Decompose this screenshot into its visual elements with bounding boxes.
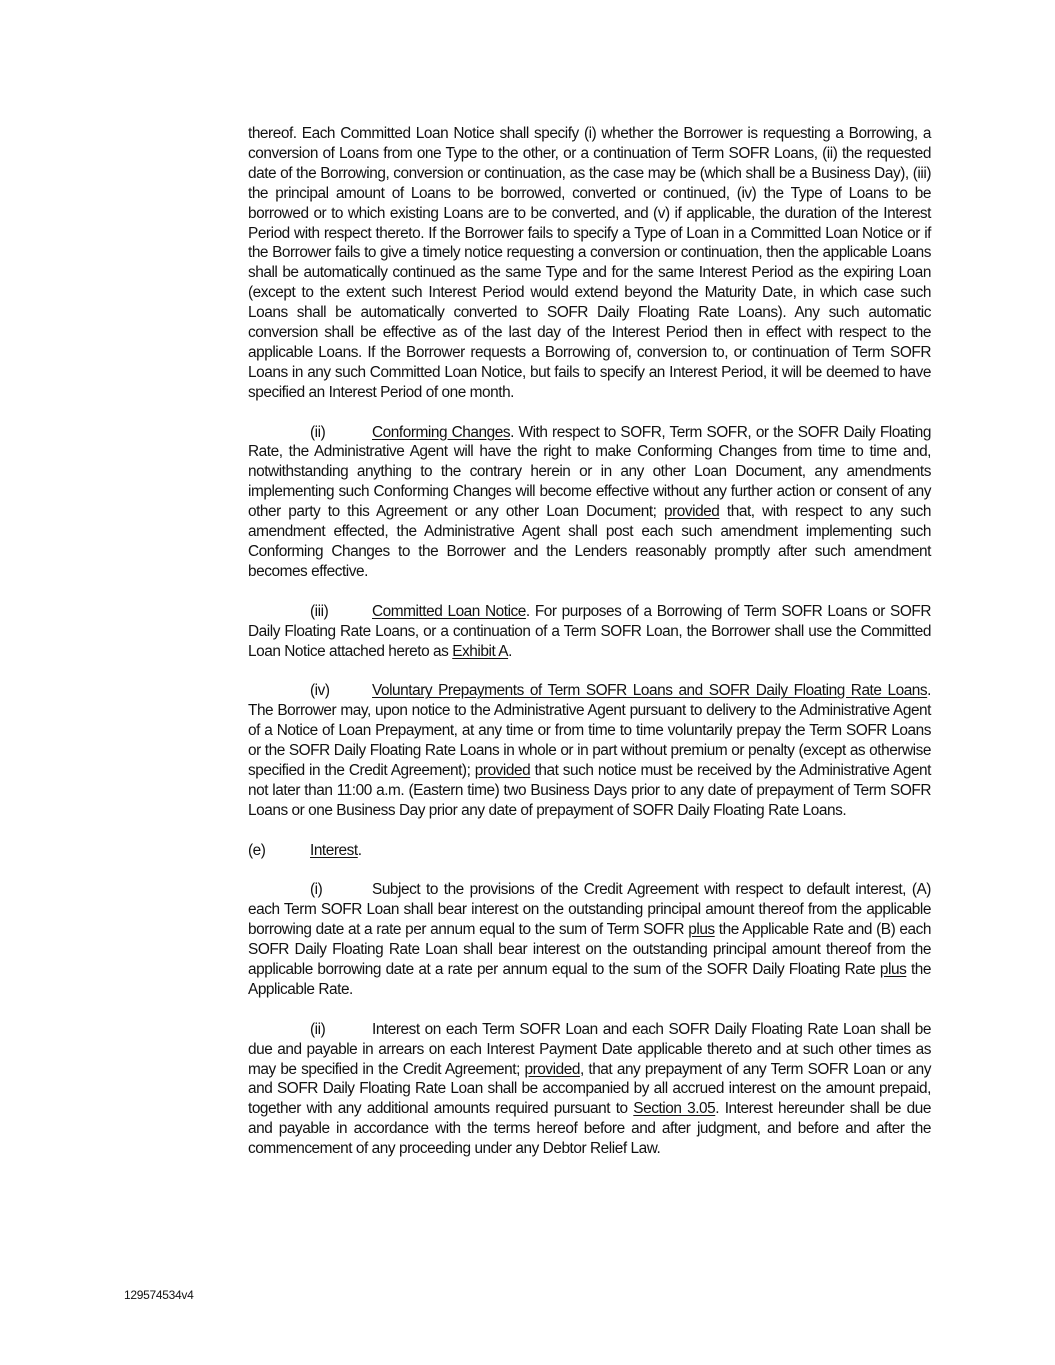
section-text: . bbox=[508, 642, 512, 660]
section-number: (iv) bbox=[310, 682, 330, 700]
section-suffix: . bbox=[357, 841, 362, 859]
section-number: (iii) bbox=[310, 602, 329, 620]
section-iii-committed-loan-notice bbox=[248, 602, 931, 662]
section-number: (ii) bbox=[310, 1020, 326, 1038]
paragraph-committed-loan-notice-continuation bbox=[248, 124, 931, 403]
exhibit-reference: Exhibit A bbox=[452, 642, 509, 660]
section-e-ii-interest-payment bbox=[248, 1020, 931, 1159]
section-text: that such notice must be received by the Administrative Agent not later than 11:00 a.m. (Eastern time) two Business Days prior to any date of prepayment of Term SOFR Loans or one Business Day prior any date of prepayment of SOFR Daily Floating Rate Loans. bbox=[248, 761, 931, 819]
section-text: the Applicable Rate. bbox=[248, 960, 932, 998]
section-title: Voluntary Prepayments of Term SOFR Loans and SOFR Daily Floating Rate Loans bbox=[372, 682, 928, 700]
provided-term: provided bbox=[474, 761, 531, 779]
section-number: (ii) bbox=[310, 423, 326, 441]
section-text: . With respect to SOFR, Term SOFR, or the SOFR Daily Floating Rate, the Administrative Agent will have the right to make Conforming Changes from time to time and, notwithstanding anything to the contrary herein or in any other Loan Document, any amendments implementing such Conforming Changes will become effective without any further action or consent of any other party to this Agreement or any other Loan Document; bbox=[248, 423, 931, 521]
provided-term: provided bbox=[524, 1060, 580, 1078]
section-number: (e) bbox=[248, 841, 266, 859]
section-text: Interest on each Term SOFR Loan and each SOFR Daily Floating Rate Loan shall be due and payable in arrears on each Interest Payment Date applicable thereto and at such other times as may be specified in the Credit Agreement; bbox=[248, 1020, 931, 1078]
section-title: Interest bbox=[310, 841, 358, 859]
section-text: Subject to the provisions of the Credit Agreement with respect to default interest, (A) each Term SOFR Loan shall bear interest on the outstanding principal amount thereof from the applicable borrowing date at a rate per annum equal to the sum of Term SOFR bbox=[248, 881, 931, 939]
section-e-interest-heading bbox=[248, 841, 931, 861]
plus-term: plus bbox=[879, 960, 907, 978]
section-text: . The Borrower may, upon notice to the Administrative Agent pursuant to delivery to the Administrative Agent of a Notice of Loan Prepayment, at any time or from time to time voluntarily prepay the Term SOFR Loans or the SOFR Daily Floating Rate Loans in whole or in part without premium or penalty (except as otherwise specified in the Credit Agreement); bbox=[248, 682, 931, 779]
section-text: , that any prepayment of any Term SOFR Loan or any and SOFR Daily Floating Rate Loan shall be accompanied by all accrued interest on the amount prepaid, together with any additional amounts required pursuant to bbox=[248, 1060, 931, 1118]
section-text: the Applicable Rate and (B) each SOFR Daily Floating Rate Loan shall bear interest on the outstanding principal amount thereof from the applicable borrowing date at a rate per annum equal to the sum of the SOFR Daily Floating Rate bbox=[248, 921, 931, 978]
section-text: that, with respect to any such amendment effected, the Administrative Agent shall post each such amendment implementing such Conforming Changes to the Borrower and the Lenders reasonably promptly after such amendment becomes effective. bbox=[248, 503, 932, 580]
paragraph-text: thereof. Each Committed Loan Notice shall specify (i) whether the Borrower is requesting a Borrowing, a conversion of Loans from one Type to the other, or a continuation of Term SOFR Loans, (ii) the requested date of the Borrowing, conversion or continuation, as the case may be (which shall be a Business Day), (iii) the principal amount of Loans to be borrowed, converted or continued, (iv) the Type of Loans to be borrowed or to which existing Loans are to be converted, and (v) if applicable, the duration of the Interest Period with respect thereto. If the Borrower fails to specify a Type of Loan in a Committed Loan Notice or if the Borrower fails to give a timely notice requesting a conversion or continuation, then the applicable Loans shall be automatically continued as the same Type and for the same Interest Period as the expiring Loan (except to the extent such Interest Period would extend beyond the Maturity Date, in which case such Loans shall be automatically converted to SOFR Daily Floating Rate Loans). Any such automatic conversion shall be effective as of the last day of the Interest Period then in effect with respect to the applicable Loans. If the Borrower requests a Borrowing of, conversion to, or continuation of Term SOFR Loans in any such Committed Loan Notice, but fails to specify an Interest Period, it will be deemed to have specified an Interest Period of one month. bbox=[248, 125, 931, 401]
section-text: . Interest hereunder shall be due and payable in accordance with the terms hereof before and after judgment, and before and after the commencement of any proceeding under any Debtor Relief Law. bbox=[248, 1100, 931, 1158]
provided-term: provided bbox=[663, 503, 720, 521]
section-text: . For purposes of a Borrowing of Term SOFR Loans or SOFR Daily Floating Rate Loans, or a continuation of a Term SOFR Loan, the Borrower shall use the Committed Loan Notice attached hereto as bbox=[248, 602, 931, 660]
plus-term: plus bbox=[688, 921, 715, 939]
section-title: Committed Loan Notice bbox=[372, 602, 526, 620]
section-number: (i) bbox=[310, 881, 323, 899]
section-ii-conforming-changes bbox=[248, 423, 931, 582]
section-e-i-interest-rates bbox=[248, 880, 931, 999]
section-title: Conforming Changes bbox=[372, 423, 511, 441]
document-id-footer: 129574534v4 bbox=[124, 1288, 194, 1302]
document-body bbox=[248, 124, 931, 1179]
section-reference: Section 3.05 bbox=[633, 1100, 716, 1118]
section-iv-voluntary-prepayments bbox=[248, 681, 931, 820]
